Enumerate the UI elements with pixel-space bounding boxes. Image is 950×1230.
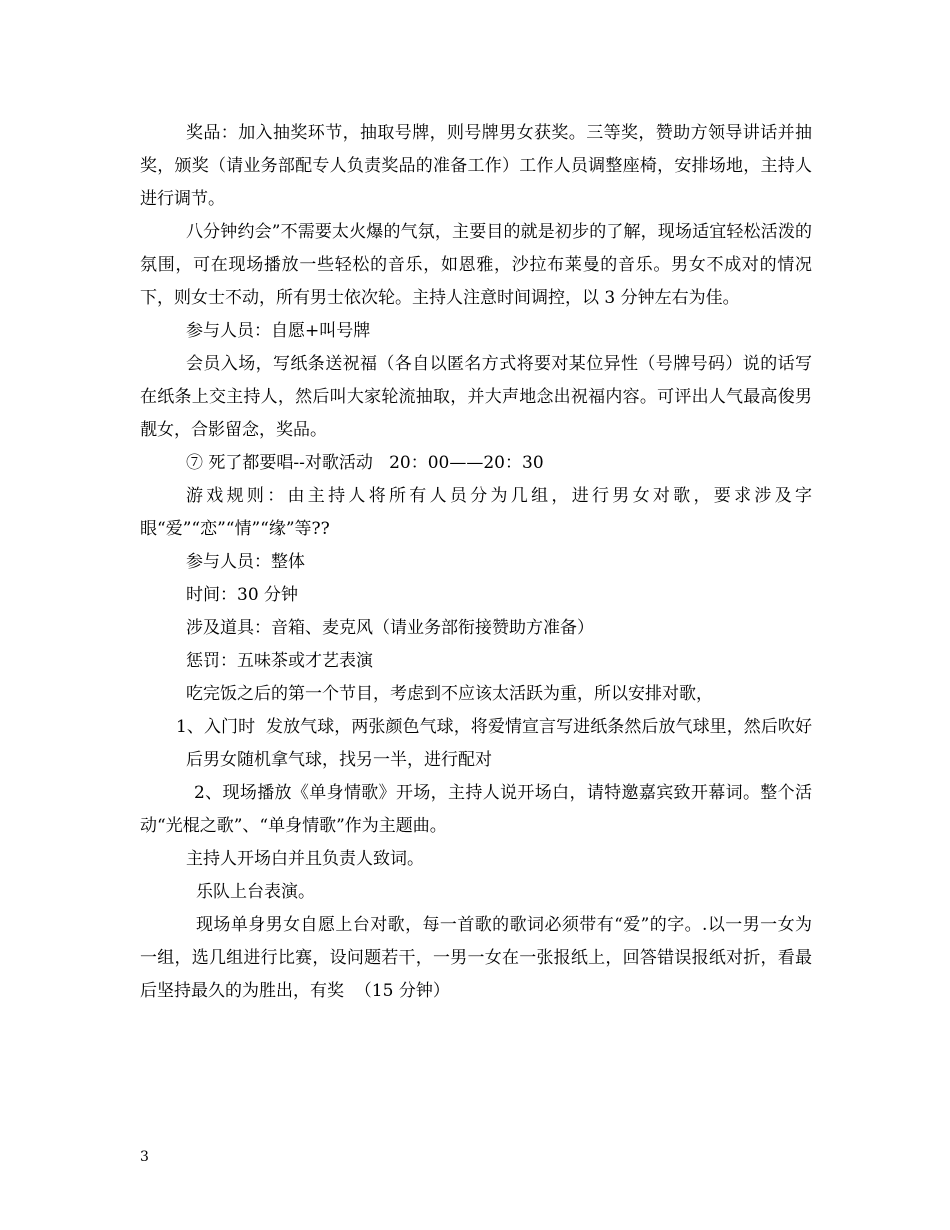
paragraph-penalty: 惩罚：五味茶或才艺表演 — [186, 651, 373, 671]
paragraph-after-dinner: 吃完饭之后的第一个节目，考虑到不应该太活跃为重，所以安排对歌， — [186, 684, 713, 704]
paragraph-prizes: 奖品：加入抽奖环节，抽取号牌，则号牌男女获奖。三等奖，赞助方领导讲话并抽奖，颁奖（请业务部配专人负责奖品的准备工作）工作人员调整座椅，安排场地，主持人进行调节。 — [140, 123, 812, 209]
list-item-1: 1、入门时 发放气球，两张颜色气球，将爱情宣言写进纸条然后放气球里，然后吹好后男女随机拿气球，找另一半，进行配对 — [176, 717, 812, 770]
paragraph-participants-2: 参与人员：整体 — [186, 552, 305, 572]
paragraph-time: 时间：30 分钟 — [186, 585, 299, 605]
page-body — [140, 117, 812, 1008]
list-item-2: 2、现场播放《单身情歌》开场，主持人说开场白，请特邀嘉宾致开幕词。整个活动“光棍之歌”、“单身情歌”作为主题曲。 — [140, 783, 812, 836]
paragraph-band: 乐队上台表演。 — [196, 882, 315, 902]
paragraph-eight-minute-date: 八分钟约会”不需要太火爆的气氛，主要目的就是初步的了解，现场适宜轻松活泼的氛围，可在现场播放一些轻松的音乐，如恩雅，沙拉布莱曼的音乐。男女不成对的情况下，则女士不动，所有男士依次轮。主持人注意时间调控，以 3 分钟左右为佳。 — [140, 222, 812, 308]
paragraph-participants-1: 参与人员：自愿+叫号牌 — [186, 321, 371, 341]
page-number: 3 — [140, 1149, 149, 1165]
paragraph-host-opening: 主持人开场白并且负责人致词。 — [186, 849, 424, 869]
paragraph-section-heading: ⑦ 死了都要唱--对歌活动 20：00——20：30 — [186, 453, 544, 473]
paragraph-game-rules: 游戏规则：由主持人将所有人员分为几组，进行男女对歌，要求涉及字眼“爱”“恋”“情”“缘”等?? — [140, 486, 812, 539]
paragraph-duet: 现场单身男女自愿上台对歌，每一首歌的歌词必须带有“爱”的字。.以一男一女为一组，选几组进行比赛，设问题若干，一男一女在一张报纸上，回答错误报纸对折，看最后坚持最久的为胜出，有奖 （15 分钟） — [140, 915, 812, 1001]
paragraph-props: 涉及道具：音箱、麦克风（请业务部衔接赞助方准备） — [186, 618, 594, 638]
paragraph-member-entry: 会员入场，写纸条送祝福（各自以匿名方式将要对某位异性（号牌号码）说的话写在纸条上交主持人，然后叫大家轮流抽取，并大声地念出祝福内容。可评出人气最高俊男靓女，合影留念，奖品。 — [140, 354, 812, 440]
